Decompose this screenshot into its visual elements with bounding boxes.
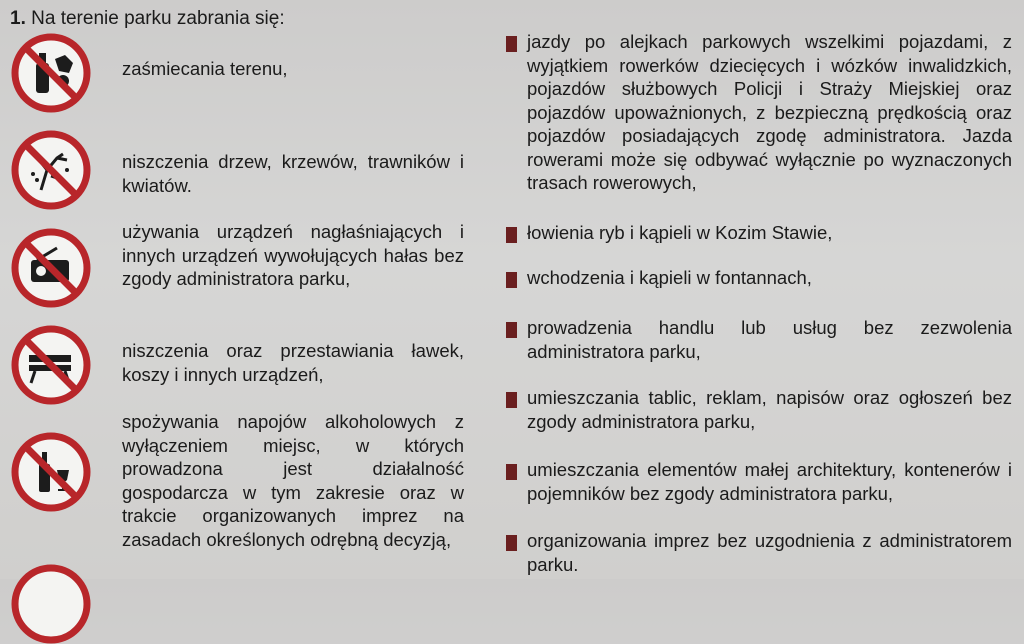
bench-icon bbox=[11, 325, 91, 405]
list-item bbox=[506, 266, 1012, 290]
prohibition-fountains: wchodzenia i kąpieli w fontannach, bbox=[527, 267, 812, 288]
alcohol-bottle-glass-icon bbox=[11, 432, 91, 512]
radio-loudspeaker-icon bbox=[11, 228, 91, 308]
prohibition-ads: umieszczania tablic, reklam, napisów oraz ogłoszeń bez zgody administratora parku, bbox=[527, 387, 1012, 432]
bullet-marker bbox=[506, 535, 517, 551]
prohibition-noise: używania urządzeń nagłaśniających i innych urządzeń wywołujących hałas bez zgody administratora parku, bbox=[122, 221, 464, 289]
list-item bbox=[506, 221, 1012, 245]
list-item bbox=[506, 458, 1012, 505]
bullet-marker bbox=[506, 464, 517, 480]
prohibition-fishing: łowienia ryb i kąpieli w Kozim Stawie, bbox=[527, 222, 833, 243]
litter-bottle-icon bbox=[11, 33, 91, 113]
bullet-marker bbox=[506, 392, 517, 408]
bullet-marker bbox=[506, 36, 517, 52]
prohibition-events: organizowania imprez bez uzgodnienia z administratorem parku. bbox=[527, 530, 1012, 575]
prohibition-vehicles: jazdy po alejkach parkowych wszelkimi pojazdami, z wyjątkiem rowerków dziecięcych i wózków inwalidzkich, pojazdów służbowych Policji i Straży Miejskiej oraz pojazdów upoważnionych, z bezpieczną prędkością oraz pojazdów posiadających zgodę administratora. Jazda rowerami może się odbywać wyłącznie po wyznaczonych trasach rowerowych, bbox=[527, 31, 1012, 193]
partial-sign-icon bbox=[11, 564, 91, 644]
prohibition-containers: umieszczania elementów małej architektury, kontenerów i pojemników bez zgody administratora parku, bbox=[527, 459, 1012, 504]
list-item bbox=[506, 316, 1012, 363]
section-heading bbox=[10, 8, 285, 30]
bullet-marker bbox=[506, 272, 517, 288]
bullet-marker bbox=[506, 322, 517, 338]
bullet-marker bbox=[506, 227, 517, 243]
list-item bbox=[506, 529, 1012, 576]
prohibition-plant-damage: niszczenia drzew, krzewów, trawników i kwiatów. bbox=[122, 151, 464, 196]
tree-damage-icon bbox=[11, 130, 91, 210]
prohibition-bench-damage: niszczenia oraz przestawiania ławek, koszy i innych urządzeń, bbox=[122, 340, 464, 385]
section-number: 1. bbox=[10, 8, 26, 29]
list-item bbox=[506, 386, 1012, 433]
prohibition-littering: zaśmiecania terenu, bbox=[122, 58, 288, 79]
prohibition-trade: prowadzenia handlu lub usług bez zezwolenia administratora parku, bbox=[527, 317, 1012, 362]
section-title: Na terenie parku zabrania się: bbox=[31, 8, 285, 29]
list-item bbox=[506, 30, 1012, 195]
prohibition-alcohol: spożywania napojów alkoholowych z wyłączeniem miejsc, w których prowadzona jest działalność gospodarcza w tym zakresie oraz w trakcie organizowanych imprez na zasadach określonych odrębną decyzją, bbox=[122, 411, 464, 550]
